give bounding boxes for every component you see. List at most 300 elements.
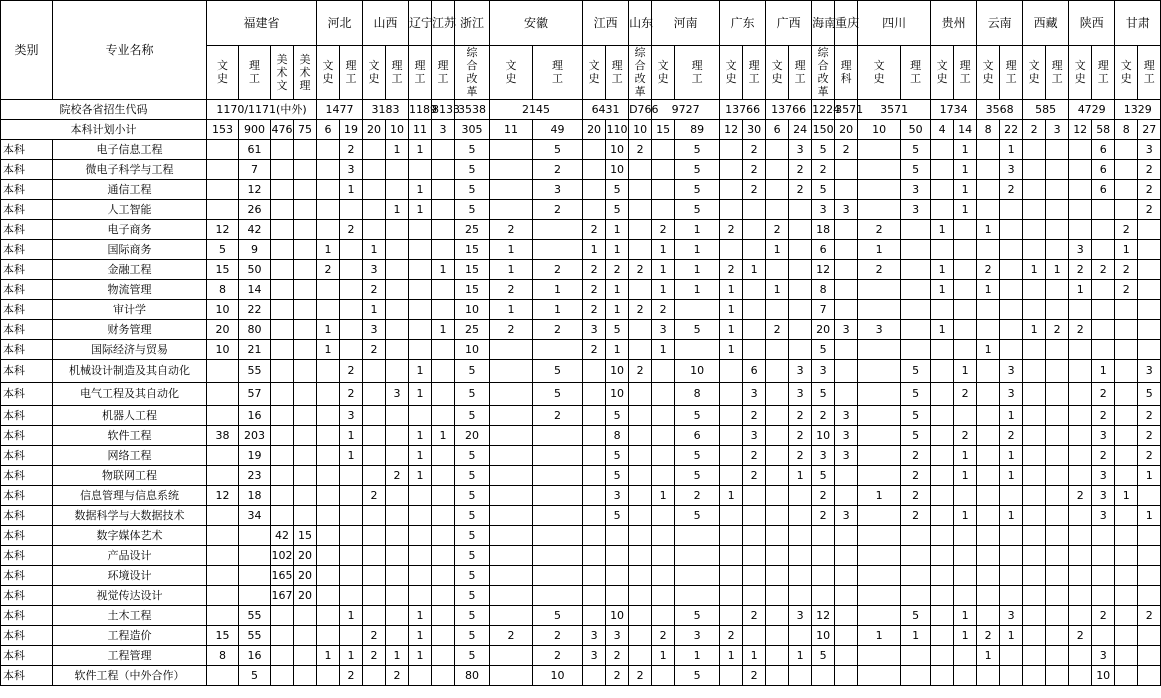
code-cell: 4729	[1069, 100, 1115, 120]
quota-cell	[766, 260, 789, 280]
quota-cell: 5	[455, 606, 490, 626]
quota-cell	[294, 426, 317, 446]
quota-cell	[294, 240, 317, 260]
quota-cell	[490, 606, 533, 626]
quota-cell	[977, 200, 1000, 220]
quota-cell	[858, 360, 901, 383]
quota-cell	[766, 606, 789, 626]
column-subheader-label: 美术理	[299, 52, 311, 92]
quota-cell	[977, 160, 1000, 180]
quota-cell	[629, 546, 652, 566]
quota-cell	[340, 200, 363, 220]
table-row	[1, 140, 1161, 160]
quota-cell	[1069, 466, 1092, 486]
code-cell: 3183	[363, 100, 409, 120]
quota-cell	[239, 526, 271, 546]
quota-cell	[720, 446, 743, 466]
table-row	[1, 566, 1161, 586]
quota-cell	[1046, 140, 1069, 160]
quota-cell	[1138, 486, 1161, 506]
quota-cell	[766, 466, 789, 486]
quota-cell: 1	[720, 280, 743, 300]
quota-cell	[363, 200, 386, 220]
quota-cell	[1023, 626, 1046, 646]
quota-cell: 5	[901, 406, 931, 426]
quota-cell: 80	[239, 320, 271, 340]
major-name-cell: 视觉传达设计	[53, 586, 207, 606]
plan-cell: 50	[901, 120, 931, 140]
quota-cell: 3	[835, 446, 858, 466]
quota-cell: 7	[812, 300, 835, 320]
quota-cell: 3	[1069, 240, 1092, 260]
quota-cell	[317, 606, 340, 626]
quota-cell	[720, 586, 743, 606]
quota-cell	[432, 300, 455, 320]
quota-cell	[766, 426, 789, 446]
quota-cell	[317, 140, 340, 160]
quota-cell	[1138, 666, 1161, 686]
quota-cell	[931, 546, 954, 566]
quota-cell	[954, 586, 977, 606]
quota-cell	[652, 200, 675, 220]
quota-cell	[743, 526, 766, 546]
quota-cell: 3	[1000, 383, 1023, 406]
quota-cell: 3	[652, 320, 675, 340]
quota-cell: 12	[207, 220, 239, 240]
quota-cell: 2	[789, 180, 812, 200]
quota-cell: 8	[675, 383, 720, 406]
quota-cell	[1069, 300, 1092, 320]
category-cell: 本科	[1, 240, 53, 260]
table-row	[1, 280, 1161, 300]
quota-cell	[490, 360, 533, 383]
category-cell: 本科	[1, 383, 53, 406]
quota-cell	[1046, 383, 1069, 406]
quota-cell: 3	[1092, 646, 1115, 666]
subject-header	[1115, 46, 1138, 100]
quota-cell: 1	[1000, 140, 1023, 160]
quota-cell: 5	[606, 406, 629, 426]
quota-cell	[432, 626, 455, 646]
quota-cell: 2	[812, 506, 835, 526]
quota-cell	[629, 180, 652, 200]
quota-cell: 2	[743, 446, 766, 466]
quota-cell	[432, 506, 455, 526]
quota-cell	[835, 546, 858, 566]
quota-cell: 2	[1092, 406, 1115, 426]
quota-cell	[743, 300, 766, 320]
quota-cell	[409, 320, 432, 340]
quota-cell	[386, 426, 409, 446]
quota-cell	[533, 446, 583, 466]
quota-cell	[789, 320, 812, 340]
subject-header	[812, 46, 835, 100]
quota-cell	[317, 383, 340, 406]
category-cell: 本科	[1, 360, 53, 383]
quota-cell: 5	[606, 180, 629, 200]
quota-cell	[789, 240, 812, 260]
quota-cell: 20	[294, 586, 317, 606]
quota-cell: 6	[675, 426, 720, 446]
plan-cell: 15	[652, 120, 675, 140]
quota-cell	[720, 526, 743, 546]
quota-cell: 1	[409, 383, 432, 406]
quota-cell: 1	[954, 160, 977, 180]
quota-cell	[363, 666, 386, 686]
quota-cell: 3	[606, 486, 629, 506]
quota-cell	[1046, 220, 1069, 240]
subject-header	[835, 46, 858, 100]
quota-cell	[977, 486, 1000, 506]
table-row	[1, 446, 1161, 466]
quota-cell	[533, 506, 583, 526]
quota-cell	[340, 506, 363, 526]
province-header: 四川	[858, 1, 931, 46]
quota-cell	[1023, 666, 1046, 686]
quota-cell: 57	[239, 383, 271, 406]
quota-cell	[901, 526, 931, 546]
plan-cell: 900	[239, 120, 271, 140]
quota-cell	[340, 320, 363, 340]
quota-cell: 8	[812, 280, 835, 300]
quota-cell: 1	[858, 626, 901, 646]
quota-cell	[490, 140, 533, 160]
subject-header	[1092, 46, 1115, 100]
major-name-cell: 国际商务	[53, 240, 207, 260]
quota-cell	[583, 383, 606, 406]
table-row	[1, 546, 1161, 566]
quota-cell	[1046, 566, 1069, 586]
quota-cell	[533, 466, 583, 486]
quota-cell	[954, 240, 977, 260]
plan-cell: 11	[409, 120, 432, 140]
quota-cell: 1	[340, 606, 363, 626]
category-cell: 本科	[1, 140, 53, 160]
quota-cell	[977, 546, 1000, 566]
quota-cell: 12	[812, 260, 835, 280]
quota-cell: 1	[977, 280, 1000, 300]
quota-cell	[901, 220, 931, 240]
quota-cell	[720, 240, 743, 260]
quota-cell	[931, 200, 954, 220]
quota-cell	[432, 360, 455, 383]
province-header: 甘肃	[1115, 1, 1161, 46]
quota-cell	[340, 546, 363, 566]
quota-cell	[409, 280, 432, 300]
quota-cell	[271, 383, 294, 406]
quota-cell	[432, 160, 455, 180]
quota-cell: 2	[743, 160, 766, 180]
quota-cell	[931, 240, 954, 260]
quota-cell	[490, 586, 533, 606]
plan-cell: 19	[340, 120, 363, 140]
quota-cell: 10	[207, 300, 239, 320]
quota-cell	[1000, 240, 1023, 260]
quota-cell: 10	[606, 383, 629, 406]
quota-cell: 5	[901, 426, 931, 446]
quota-cell	[720, 140, 743, 160]
quota-cell: 15	[455, 260, 490, 280]
quota-cell	[271, 406, 294, 426]
quota-cell: 2	[386, 666, 409, 686]
quota-cell	[1092, 546, 1115, 566]
quota-cell	[858, 383, 901, 406]
quota-cell	[533, 426, 583, 446]
quota-cell	[1115, 360, 1138, 383]
quota-cell: 2	[1092, 260, 1115, 280]
quota-cell: 1	[432, 320, 455, 340]
quota-cell	[1023, 506, 1046, 526]
quota-cell	[812, 666, 835, 686]
quota-cell	[432, 340, 455, 360]
quota-cell	[629, 200, 652, 220]
quota-cell: 1	[1092, 360, 1115, 383]
quota-cell	[977, 506, 1000, 526]
major-name-cell: 通信工程	[53, 180, 207, 200]
quota-cell	[271, 260, 294, 280]
quota-cell	[954, 340, 977, 360]
quota-cell: 3	[789, 383, 812, 406]
quota-cell	[977, 566, 1000, 586]
quota-cell	[977, 406, 1000, 426]
quota-cell	[490, 506, 533, 526]
quota-cell	[490, 200, 533, 220]
quota-cell	[432, 140, 455, 160]
column-subheader-label: 理工	[748, 59, 760, 85]
quota-cell: 1	[1023, 320, 1046, 340]
quota-cell	[858, 546, 901, 566]
quota-cell	[1046, 506, 1069, 526]
plan-cell: 14	[954, 120, 977, 140]
quota-cell: 15	[294, 526, 317, 546]
province-header: 河北	[317, 1, 363, 46]
quota-cell	[766, 626, 789, 646]
quota-cell: 1	[743, 260, 766, 280]
quota-cell	[954, 566, 977, 586]
major-name-cell: 土木工程	[53, 606, 207, 626]
quota-cell	[901, 546, 931, 566]
quota-cell	[386, 260, 409, 280]
quota-cell	[743, 486, 766, 506]
quota-cell	[432, 406, 455, 426]
quota-cell	[271, 340, 294, 360]
quota-cell: 2	[652, 300, 675, 320]
quota-cell: 2	[629, 300, 652, 320]
quota-cell: 1	[954, 200, 977, 220]
quota-cell	[363, 526, 386, 546]
category-cell: 本科	[1, 280, 53, 300]
table-row	[1, 160, 1161, 180]
column-subheader-label: 文史	[217, 59, 228, 85]
quota-cell	[720, 506, 743, 526]
quota-cell: 6	[1092, 140, 1115, 160]
quota-cell	[386, 486, 409, 506]
column-subheader-label: 理工	[611, 59, 623, 85]
quota-cell: 8	[606, 426, 629, 446]
subject-header	[1000, 46, 1023, 100]
province-header: 江西	[583, 1, 629, 46]
major-name-cell: 信息管理与信息系统	[53, 486, 207, 506]
code-cell: 9727	[652, 100, 720, 120]
quota-cell	[629, 626, 652, 646]
quota-cell	[652, 180, 675, 200]
quota-cell	[858, 140, 901, 160]
quota-cell: 61	[239, 140, 271, 160]
subject-header	[490, 46, 533, 100]
quota-cell: 2	[720, 260, 743, 280]
quota-cell: 5	[455, 446, 490, 466]
quota-cell	[432, 586, 455, 606]
quota-cell: 2	[629, 260, 652, 280]
quota-cell	[1092, 566, 1115, 586]
quota-cell	[294, 220, 317, 240]
quota-cell: 3	[789, 360, 812, 383]
column-subheader-label: 理工	[1097, 59, 1109, 85]
quota-cell	[931, 340, 954, 360]
quota-cell: 3	[901, 200, 931, 220]
quota-cell: 1	[490, 260, 533, 280]
plan-cell: 30	[743, 120, 766, 140]
quota-cell	[207, 466, 239, 486]
quota-cell: 2	[858, 220, 901, 240]
subject-header	[533, 46, 583, 100]
quota-cell	[766, 300, 789, 320]
province-header: 西藏	[1023, 1, 1069, 46]
quota-cell	[652, 446, 675, 466]
quota-cell	[271, 280, 294, 300]
quota-cell: 1	[363, 300, 386, 320]
subject-header	[583, 46, 606, 100]
quota-cell	[207, 180, 239, 200]
quota-cell	[1046, 606, 1069, 626]
quota-cell	[1092, 526, 1115, 546]
quota-cell: 2	[812, 406, 835, 426]
quota-cell	[533, 546, 583, 566]
quota-cell: 5	[675, 200, 720, 220]
quota-cell: 1	[720, 340, 743, 360]
quota-cell	[1023, 446, 1046, 466]
column-subheader-label: 理工	[959, 59, 971, 85]
quota-cell	[629, 406, 652, 426]
quota-cell: 2	[1115, 260, 1138, 280]
quota-cell	[1138, 300, 1161, 320]
quota-cell: 1	[606, 220, 629, 240]
quota-cell	[675, 546, 720, 566]
quota-cell: 3	[835, 406, 858, 426]
category-cell: 本科	[1, 300, 53, 320]
quota-cell	[1069, 360, 1092, 383]
quota-cell	[409, 220, 432, 240]
quota-cell	[207, 160, 239, 180]
column-subheader-label: 理工	[794, 59, 806, 85]
column-subheader-label: 理工	[437, 59, 449, 85]
quota-cell: 2	[363, 340, 386, 360]
quota-cell	[271, 320, 294, 340]
quota-cell	[1115, 446, 1138, 466]
quota-cell	[533, 566, 583, 586]
quota-cell	[1023, 140, 1046, 160]
quota-cell	[490, 160, 533, 180]
quota-cell: 5	[812, 140, 835, 160]
quota-cell	[743, 566, 766, 586]
quota-cell: 1	[606, 300, 629, 320]
quota-cell	[812, 546, 835, 566]
quota-cell: 2	[340, 666, 363, 686]
quota-cell	[1023, 586, 1046, 606]
quota-cell: 3	[835, 320, 858, 340]
quota-cell: 5	[455, 546, 490, 566]
quota-cell: 2	[766, 220, 789, 240]
quota-cell	[901, 320, 931, 340]
quota-cell	[720, 606, 743, 626]
quota-cell	[207, 526, 239, 546]
quota-cell	[835, 586, 858, 606]
quota-cell	[386, 526, 409, 546]
quota-cell	[835, 260, 858, 280]
quota-cell	[317, 406, 340, 426]
table-row	[1, 646, 1161, 666]
quota-cell	[340, 466, 363, 486]
quota-cell: 1	[954, 180, 977, 200]
quota-cell	[766, 486, 789, 506]
quota-cell	[363, 446, 386, 466]
quota-cell	[1069, 140, 1092, 160]
quota-cell: 1	[954, 446, 977, 466]
code-cell: 3571	[835, 100, 858, 120]
quota-cell	[1092, 240, 1115, 260]
category-cell: 本科	[1, 406, 53, 426]
quota-cell	[1000, 646, 1023, 666]
quota-cell: 1	[954, 466, 977, 486]
quota-cell	[629, 586, 652, 606]
quota-cell: 2	[1069, 260, 1092, 280]
quota-cell: 2	[533, 320, 583, 340]
subject-header	[1138, 46, 1161, 100]
quota-cell	[1000, 320, 1023, 340]
quota-cell	[1023, 360, 1046, 383]
quota-cell	[294, 180, 317, 200]
quota-cell	[409, 300, 432, 320]
quota-cell: 2	[317, 260, 340, 280]
quota-cell	[207, 566, 239, 586]
quota-cell: 102	[271, 546, 294, 566]
quota-cell: 5	[675, 160, 720, 180]
quota-cell: 1	[409, 140, 432, 160]
quota-cell	[1115, 526, 1138, 546]
column-subheader-label: 美术文	[276, 52, 288, 92]
quota-cell	[490, 446, 533, 466]
quota-cell	[629, 280, 652, 300]
province-header: 广西	[766, 1, 812, 46]
quota-cell	[858, 300, 901, 320]
quota-cell	[954, 546, 977, 566]
quota-cell	[1000, 566, 1023, 586]
quota-cell	[207, 383, 239, 406]
quota-cell	[1069, 160, 1092, 180]
plan-row-label: 本科计划小计	[1, 120, 207, 140]
quota-cell: 1	[533, 300, 583, 320]
category-cell: 本科	[1, 666, 53, 686]
quota-cell: 3	[675, 626, 720, 646]
category-cell: 本科	[1, 546, 53, 566]
quota-cell	[629, 220, 652, 240]
quota-cell: 5	[455, 466, 490, 486]
quota-cell: 3	[835, 426, 858, 446]
quota-cell	[317, 586, 340, 606]
major-name-cell: 数据科学与大数据技术	[53, 506, 207, 526]
subject-header	[720, 46, 743, 100]
quota-cell	[363, 426, 386, 446]
